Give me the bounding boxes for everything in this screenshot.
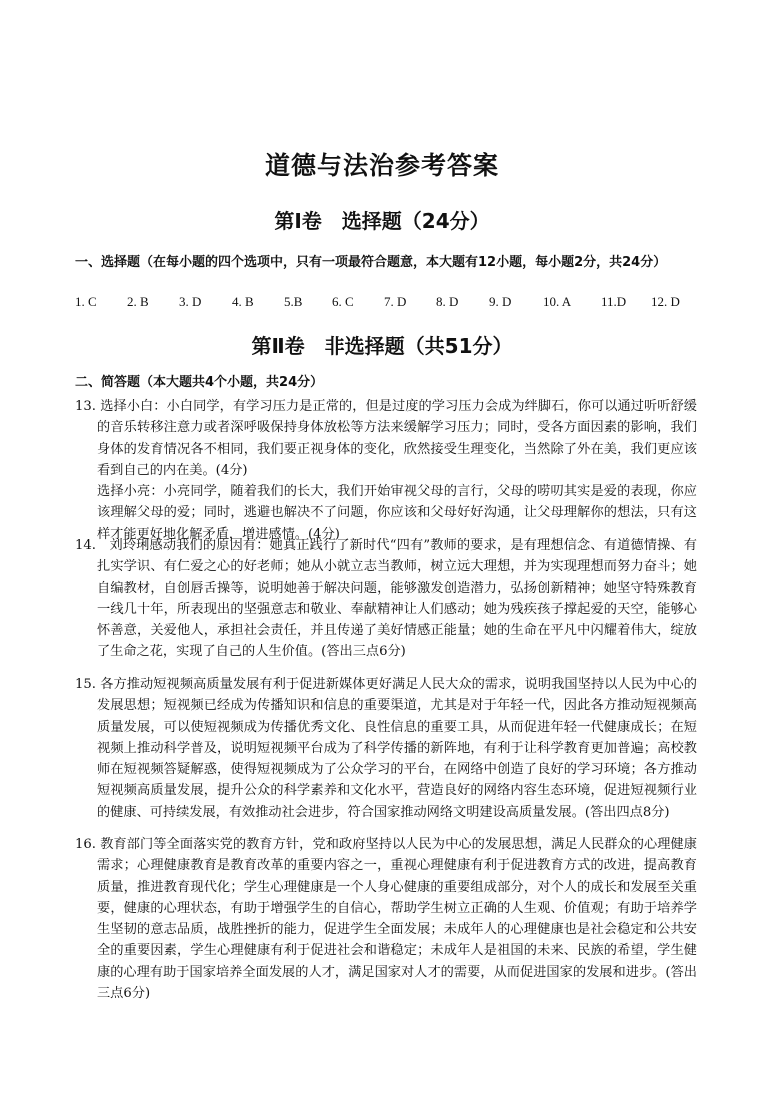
part1-title: 第Ⅰ卷 选择题（24分）: [274, 209, 490, 233]
choice-answer-10: 10. A: [543, 294, 572, 309]
question-14-answer: [75, 535, 697, 663]
choice-answer-8: 8. D: [436, 294, 459, 309]
choice-answers-row: [75, 294, 695, 314]
choice-answer-5: 5.B: [284, 294, 303, 309]
question-14-text: 14. 刘玲琍感动我们的原因有：她真正践行了新时代“四有”教师的要求，是有理想信念、有道德情操、有扎实学识、有仁爱之心的好老师；她从小就立志当教师，树立远大理想，并为实现理想而努力奋斗；她自编教材，自创唇舌操等，说明她善于解决问题，能够激发创造潜力，弘扬创新精神；她坚守特殊教育一线几十年，所表现出的坚强意志和敬业、奉献精神让人们感动；她为残疾孩子撑起爱的天空，能够心怀善意，关爱他人，承担社会责任，并且传递了美好情感正能量；她的生命在平凡中闪耀着伟大，绽放了生命之花，实现了自己的人生价值。(答出三点6分): [75, 538, 697, 660]
part2-title: 第Ⅱ卷 非选择题（共51分）: [251, 334, 513, 358]
choice-answer-12: 12. D: [651, 294, 680, 309]
choice-answer-7: 7. D: [384, 294, 407, 309]
document-title: 道德与法治参考答案: [264, 151, 499, 180]
question-15-text: 15. 各方推动短视频高质量发展有利于促进新媒体更好满足人民大众的需求，说明我国坚持以人民为中心的发展思想；短视频已经成为传播知识和信息的重要渠道，尤其是对于年轻一代，因此各方推动短视频高质量发展，可以使短视频成为传播优秀文化、良性信息的重要工具，从而促进年轻一代健康成长；在短视频上推动科学普及，说明短视频平台成为了科学传播的新阵地，有利于让科学教育更加普遍；高校教师在短视频答疑解惑，使得短视频成为了公众学习的平台，在网络中创造了良好的学习环境；各方推动短视频高质量发展，提升公众的科学素养和文化水平，营造良好的网络内容生态环境，促进短视频行业的健康、可持续发展，有效推动社会进步，符合国家推动网络文明建设高质量发展。(答出四点8分): [75, 677, 697, 820]
choice-answer-2: 2. B: [127, 294, 149, 309]
choice-answer-9: 9. D: [489, 294, 512, 309]
question-16-answer: [75, 834, 697, 1004]
choice-answer-1: 1. C: [75, 294, 97, 309]
question-13-alt-text: 选择小亮：小亮同学，随着我们的长大，我们开始审视父母的言行，父母的唠叨其实是爱的表现，你应该理解父母的爱；同时，逃避也解决不了问题，你应该和父母好好沟通，让父母理解你的想法，只有这样才能更好地化解矛盾，增进感情。(4分): [97, 484, 697, 542]
section2-heading: 二、简答题（本大题共4个小题，共24分）: [75, 375, 324, 390]
choice-answer-11: 11.D: [601, 294, 627, 309]
question-13-text: 13. 选择小白：小白同学，有学习压力是正常的，但是过度的学习压力会成为绊脚石，你可以通过听听舒缓的音乐转移注意力或者深呼吸保持身体放松等方法来缓解学习压力；同时，受各方面因素的影响，我们身体的发育情况各不相同，我们要正视身体的变化，欣然接受生理变化，当然除了外在美，我们更应该看到自己的内在美。(4分): [75, 399, 697, 478]
question-16-text: 16. 教育部门等全面落实党的教育方针，党和政府坚持以人民为中心的发展思想，满足人民群众的心理健康需求；心理健康教育是教育改革的重要内容之一，重视心理健康有利于促进教育方式的改进，提高教育质量，推进教育现代化；学生心理健康是一个人身心健康的重要组成部分，对个人的成长和发展至关重要，健康的心理状态，有助于增强学生的自信心，帮助学生树立正确的人生观、价值观；有助于培养学生坚韧的意志品质，战胜挫折的能力，促进学生全面发展；未成年人的心理健康也是社会稳定和公共安全的重要因素，学生心理健康有利于促进社会和谐稳定；未成年人是祖国的未来、民族的希望，学生健康的心理有助于国家培养全面发展的人才，满足国家对人才的需要，从而促进国家的发展和进步。(答出三点6分): [75, 837, 697, 1002]
question-13-answer: [75, 396, 697, 545]
section1-heading: 一、选择题（在每小题的四个选项中，只有一项最符合题意，本大题有12小题，每小题2分，共24分）: [75, 255, 667, 270]
choice-answer-3: 3. D: [179, 294, 202, 309]
choice-answer-6: 6. C: [332, 294, 354, 309]
choice-answer-4: 4. B: [232, 294, 254, 309]
question-15-answer: [75, 674, 697, 823]
